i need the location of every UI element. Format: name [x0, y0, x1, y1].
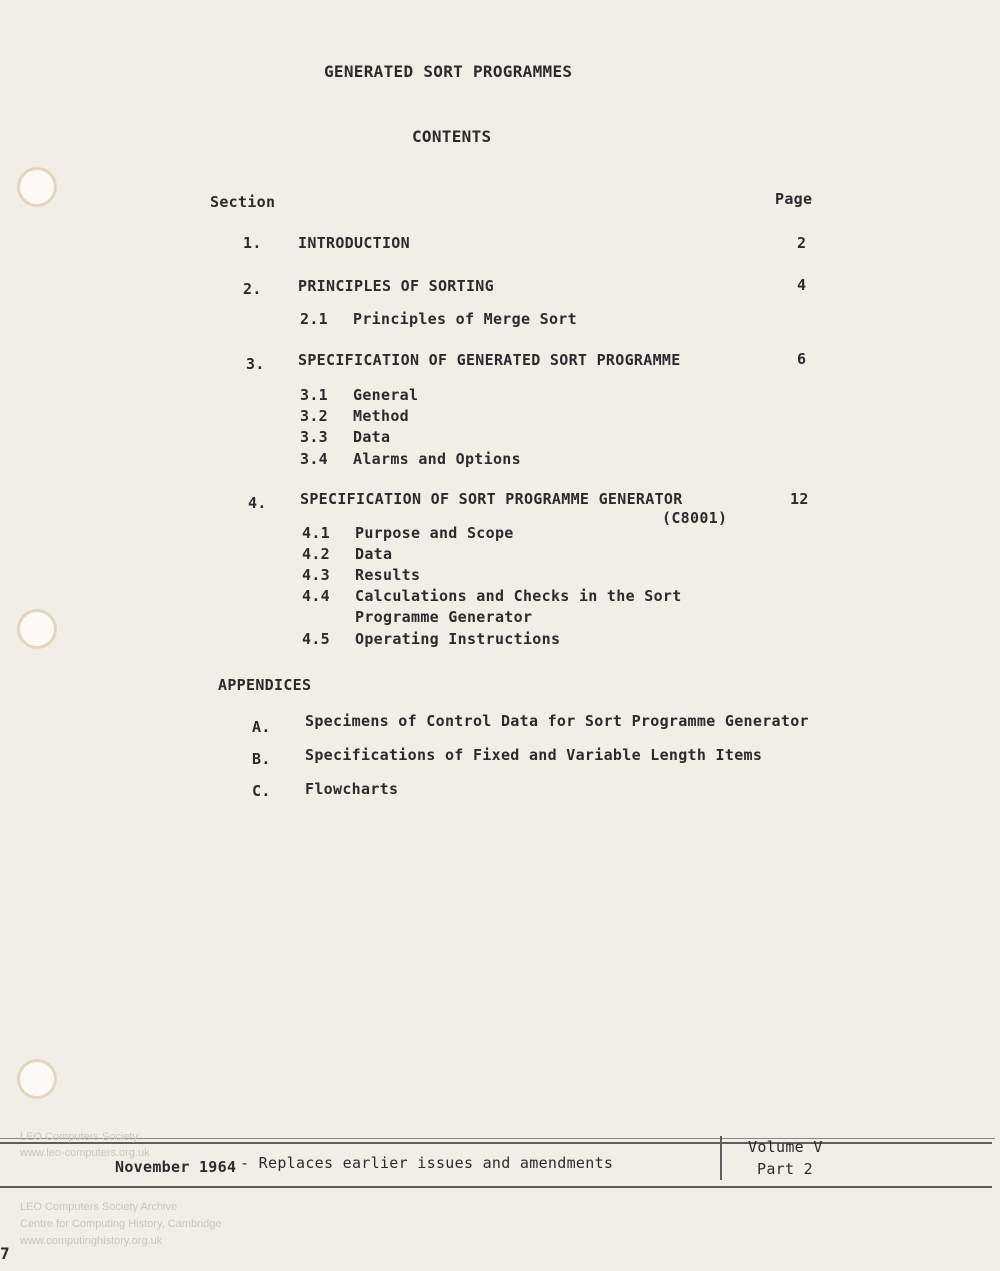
subsection-title: Alarms and Options	[353, 450, 521, 468]
footer-top-rule	[0, 1138, 995, 1139]
section-column-label: Section	[210, 193, 276, 211]
subsection-number: 3.1	[300, 386, 328, 404]
watermark-archive-line: Centre for Computing History, Cambridge	[20, 1218, 222, 1230]
subsection-number: 4.5	[302, 630, 330, 648]
punch-hole-bottom	[20, 1062, 54, 1096]
section-number: 3.	[246, 355, 265, 373]
subsection-number: 4.3	[302, 566, 330, 584]
page-column-label: Page	[775, 190, 813, 208]
subsection-title-continued: Programme Generator	[355, 608, 533, 626]
subsection-number: 4.1	[302, 524, 330, 542]
appendices-heading: APPENDICES	[218, 676, 312, 694]
subsection-title: General	[353, 386, 419, 404]
subsection-number: 2.1	[300, 310, 328, 328]
section-title-continued: (C8001)	[662, 509, 728, 527]
section-title: SPECIFICATION OF GENERATED SORT PROGRAMME	[298, 351, 681, 369]
section-page: 6	[797, 350, 807, 368]
section-number: 4.	[248, 494, 267, 512]
subsection-number: 4.2	[302, 545, 330, 563]
subsection-title: Purpose and Scope	[355, 524, 514, 542]
section-title: INTRODUCTION	[298, 234, 410, 252]
contents-heading: CONTENTS	[412, 127, 492, 146]
subsection-number: 4.4	[302, 587, 330, 605]
section-page: 12	[790, 490, 809, 508]
section-title: SPECIFICATION OF SORT PROGRAMME GENERATOR	[300, 490, 683, 508]
subsection-number: 3.4	[300, 450, 328, 468]
footer-rule-upper	[0, 1142, 992, 1144]
subsection-title: Data	[353, 428, 391, 446]
subsection-title: Calculations and Checks in the Sort	[355, 587, 682, 605]
footer-divider	[720, 1136, 722, 1180]
document-title: GENERATED SORT PROGRAMMES	[324, 62, 573, 81]
appendix-title: Specifications of Fixed and Variable Length Items	[305, 746, 763, 764]
section-title: PRINCIPLES OF SORTING	[298, 277, 494, 295]
appendix-title: Specimens of Control Data for Sort Programme Generator	[305, 712, 809, 730]
watermark-archive-line: www.computinghistory.org.uk	[20, 1235, 163, 1247]
subsection-title: Operating Instructions	[355, 630, 561, 648]
subsection-number: 3.3	[300, 428, 328, 446]
watermark-archive-line: LEO Computers Society Archive	[20, 1201, 178, 1213]
appendix-letter: C.	[252, 782, 271, 800]
footer-rule-lower	[0, 1186, 992, 1188]
subsection-title: Method	[353, 407, 409, 425]
subsection-title: Principles of Merge Sort	[353, 310, 577, 328]
section-page: 2	[797, 234, 807, 252]
footer-note: - Replaces earlier issues and amendments	[240, 1154, 614, 1172]
watermark-stamp-line: LEO Computers Society	[20, 1131, 138, 1143]
section-number: 2.	[243, 280, 262, 298]
appendix-title: Flowcharts	[305, 780, 399, 798]
footer-date: November 1964	[115, 1158, 237, 1176]
subsection-title: Data	[355, 545, 393, 563]
footer-part: Part 2	[757, 1160, 813, 1178]
section-page: 4	[797, 276, 807, 294]
section-number: 1.	[243, 234, 262, 252]
appendix-letter: B.	[252, 750, 271, 768]
punch-hole-middle	[20, 612, 54, 646]
subsection-title: Results	[355, 566, 421, 584]
footer-volume: Volume V	[748, 1138, 823, 1156]
appendix-letter: A.	[252, 718, 271, 736]
subsection-number: 3.2	[300, 407, 328, 425]
margin-mark: 7	[0, 1244, 10, 1263]
watermark-stamp-line: www.leo-computers.org.uk	[20, 1147, 150, 1159]
punch-hole-top	[20, 170, 54, 204]
